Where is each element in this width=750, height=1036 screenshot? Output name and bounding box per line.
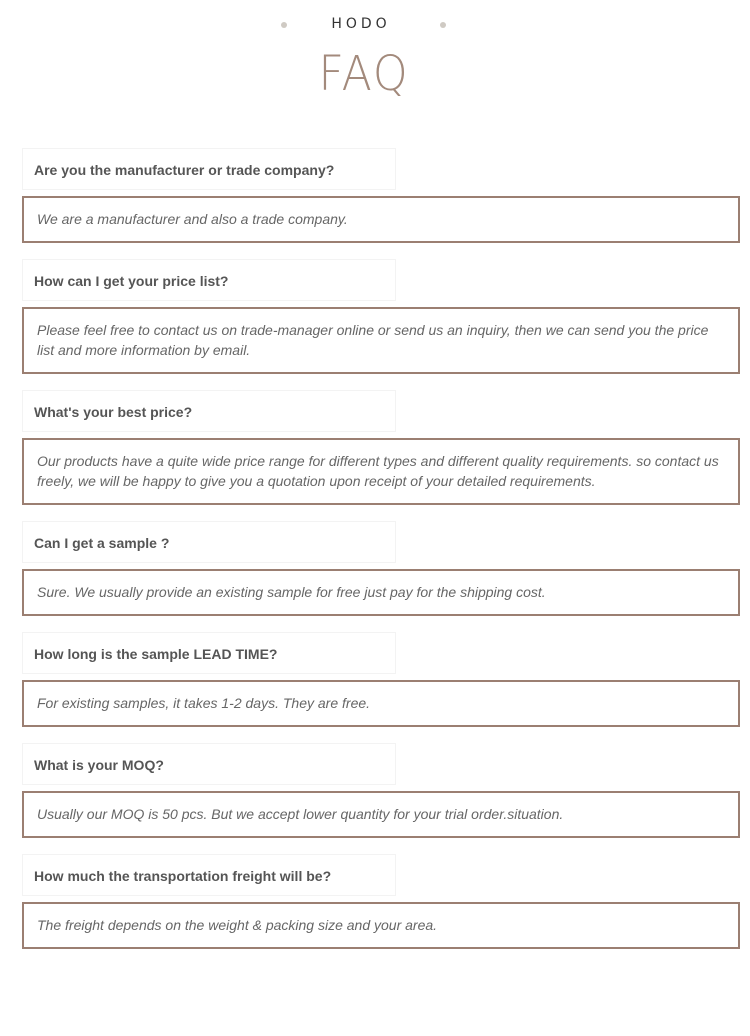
faq-item-moq bbox=[22, 743, 740, 838]
faq-question[interactable]: How much the transportation freight will be? bbox=[22, 854, 396, 896]
faq-item-best-price bbox=[22, 390, 740, 505]
page-title: FAQ bbox=[318, 46, 410, 102]
faq-answer: Our products have a quite wide price range for different types and different quality requirements. so contact us freely, we will be happy to give you a quotation upon receipt of your detailed requirements. bbox=[22, 438, 740, 505]
faq-answer: Usually our MOQ is 50 pcs. But we accept lower quantity for your trial order.situation. bbox=[22, 791, 740, 838]
faq-question[interactable]: Can I get a sample ? bbox=[22, 521, 396, 563]
brand-row bbox=[0, 14, 750, 36]
faq-list bbox=[22, 148, 740, 965]
faq-header bbox=[0, 0, 750, 110]
faq-question[interactable]: How long is the sample LEAD TIME? bbox=[22, 632, 396, 674]
faq-item-manufacturer bbox=[22, 148, 740, 243]
faq-item-price-list bbox=[22, 259, 740, 374]
faq-answer: Please feel free to contact us on trade-manager online or send us an inquiry, then we can send you the price list and more information by email. bbox=[22, 307, 740, 374]
faq-question[interactable]: What is your MOQ? bbox=[22, 743, 396, 785]
faq-answer: We are a manufacturer and also a trade company. bbox=[22, 196, 740, 243]
faq-question[interactable]: What's your best price? bbox=[22, 390, 396, 432]
faq-answer: The freight depends on the weight & packing size and your area. bbox=[22, 902, 740, 949]
faq-item-freight bbox=[22, 854, 740, 949]
brand-name: HODO bbox=[331, 16, 391, 32]
faq-item-sample bbox=[22, 521, 740, 616]
decorative-dot-right bbox=[440, 22, 446, 28]
faq-answer: For existing samples, it takes 1-2 days. They are free. bbox=[22, 680, 740, 727]
faq-answer: Sure. We usually provide an existing sample for free just pay for the shipping cost. bbox=[22, 569, 740, 616]
faq-question[interactable]: How can I get your price list? bbox=[22, 259, 396, 301]
faq-question[interactable]: Are you the manufacturer or trade company? bbox=[22, 148, 396, 190]
faq-item-lead-time bbox=[22, 632, 740, 727]
